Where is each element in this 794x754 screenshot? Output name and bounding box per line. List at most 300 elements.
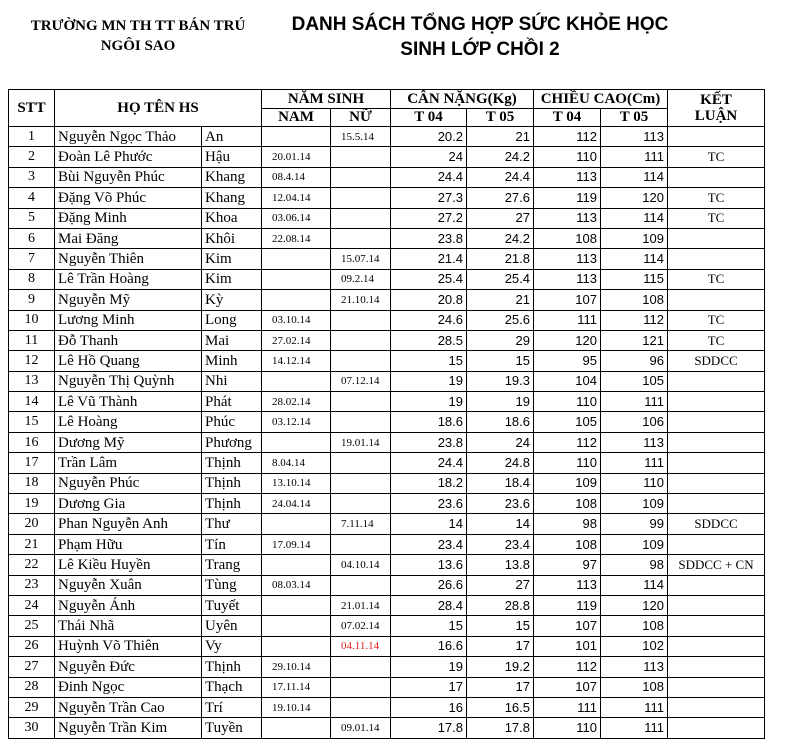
table-row [9, 371, 765, 391]
height-t05-cell: 113 [601, 127, 668, 147]
school-name-line1: TRƯỜNG MN TH TT BÁN TRÚ [30, 18, 246, 34]
table-row [9, 167, 765, 187]
first-name-cell: Kỳ [202, 290, 262, 310]
first-name-cell: Hậu [202, 147, 262, 167]
first-name-cell: Kim [202, 249, 262, 269]
table-row [9, 127, 765, 147]
last-name-cell: Đỗ Thanh [55, 330, 202, 350]
first-name-cell: Thịnh [202, 494, 262, 514]
stt-cell: 27 [9, 657, 55, 677]
table-row [9, 432, 765, 452]
conclusion-cell [668, 657, 765, 677]
female-birthdate-cell: 19.01.14 [331, 432, 391, 452]
weight-t04-cell: 14 [391, 514, 467, 534]
first-name-cell: Tùng [202, 575, 262, 595]
female-birthdate-cell: 09.01.14 [331, 718, 391, 738]
weight-t05-cell: 15 [467, 351, 534, 371]
table-row [9, 494, 765, 514]
weight-t04-cell: 24 [391, 147, 467, 167]
height-t04-cell: 119 [534, 188, 601, 208]
height-t04-cell: 113 [534, 269, 601, 289]
last-name-cell: Phan Nguyễn Anh [55, 514, 202, 534]
weight-t04-cell: 23.8 [391, 228, 467, 248]
female-birthdate-cell: 04.11.14 [331, 636, 391, 656]
first-name-cell: Trí [202, 697, 262, 717]
last-name-cell: Mai Đăng [55, 228, 202, 248]
conclusion-cell [668, 473, 765, 493]
last-name-cell: Bùi Nguyễn Phúc [55, 167, 202, 187]
height-t05-cell: 120 [601, 595, 668, 615]
height-t05-cell: 114 [601, 249, 668, 269]
female-birthdate-cell [331, 228, 391, 248]
last-name-cell: Nguyễn Phúc [55, 473, 202, 493]
male-birthdate-cell [262, 269, 331, 289]
male-birthdate-cell: 22.08.14 [262, 228, 331, 248]
weight-t05-cell: 27 [467, 208, 534, 228]
conclusion-cell [668, 494, 765, 514]
male-birthdate-cell [262, 290, 331, 310]
male-birthdate-cell: 8.04.14 [262, 453, 331, 473]
table-row [9, 330, 765, 350]
stt-cell: 10 [9, 310, 55, 330]
last-name-cell: Nguyễn Ánh [55, 595, 202, 615]
col-weight-t04: T 04 [391, 108, 467, 127]
table-row [9, 208, 765, 228]
male-birthdate-cell [262, 555, 331, 575]
col-weight: CÂN NẶNG(Kg) [391, 90, 534, 109]
male-birthdate-cell: 14.12.14 [262, 351, 331, 371]
conclusion-cell [668, 616, 765, 636]
weight-t05-cell: 17.8 [467, 718, 534, 738]
weight-t04-cell: 23.8 [391, 432, 467, 452]
table-row [9, 453, 765, 473]
weight-t05-cell: 29 [467, 330, 534, 350]
school-name [8, 16, 268, 56]
male-birthdate-cell: 17.09.14 [262, 534, 331, 554]
weight-t05-cell: 16.5 [467, 697, 534, 717]
height-t04-cell: 97 [534, 555, 601, 575]
conclusion-cell [668, 697, 765, 717]
female-birthdate-cell [331, 147, 391, 167]
male-birthdate-cell: 12.04.14 [262, 188, 331, 208]
col-name: HỌ TÊN HS [55, 90, 262, 127]
stt-cell: 15 [9, 412, 55, 432]
col-female: NỮ [331, 108, 391, 127]
weight-t05-cell: 24.2 [467, 228, 534, 248]
weight-t05-cell: 19.3 [467, 371, 534, 391]
last-name-cell: Nguyễn Thiên [55, 249, 202, 269]
height-t05-cell: 111 [601, 392, 668, 412]
conclusion-cell [668, 636, 765, 656]
weight-t04-cell: 17.8 [391, 718, 467, 738]
stt-cell: 4 [9, 188, 55, 208]
last-name-cell: Dương Mỹ [55, 432, 202, 452]
first-name-cell: Khôi [202, 228, 262, 248]
height-t04-cell: 107 [534, 677, 601, 697]
weight-t04-cell: 23.6 [391, 494, 467, 514]
weight-t04-cell: 13.6 [391, 555, 467, 575]
weight-t04-cell: 19 [391, 371, 467, 391]
table-row [9, 657, 765, 677]
height-t04-cell: 107 [534, 616, 601, 636]
female-birthdate-cell: 15.07.14 [331, 249, 391, 269]
weight-t05-cell: 13.8 [467, 555, 534, 575]
first-name-cell: Uyên [202, 616, 262, 636]
height-t05-cell: 109 [601, 228, 668, 248]
col-conclusion [668, 90, 765, 127]
female-birthdate-cell: 7.11.14 [331, 514, 391, 534]
last-name-cell: Lê Kiều Huyền [55, 555, 202, 575]
conclusion-cell [668, 718, 765, 738]
conclusion-cell [668, 127, 765, 147]
height-t04-cell: 109 [534, 473, 601, 493]
conclusion-cell: TC [668, 269, 765, 289]
stt-cell: 9 [9, 290, 55, 310]
table-row [9, 595, 765, 615]
height-t04-cell: 110 [534, 718, 601, 738]
conclusion-cell [668, 371, 765, 391]
stt-cell: 3 [9, 167, 55, 187]
conclusion-cell: TC [668, 330, 765, 350]
first-name-cell: Long [202, 310, 262, 330]
male-birthdate-cell [262, 718, 331, 738]
height-t04-cell: 95 [534, 351, 601, 371]
weight-t05-cell: 18.4 [467, 473, 534, 493]
table-row [9, 290, 765, 310]
male-birthdate-cell [262, 371, 331, 391]
conclusion-cell [668, 412, 765, 432]
weight-t05-cell: 15 [467, 616, 534, 636]
weight-t05-cell: 25.6 [467, 310, 534, 330]
weight-t04-cell: 27.3 [391, 188, 467, 208]
weight-t04-cell: 16.6 [391, 636, 467, 656]
stt-cell: 28 [9, 677, 55, 697]
stt-cell: 19 [9, 494, 55, 514]
weight-t05-cell: 17 [467, 636, 534, 656]
conclusion-cell: TC [668, 147, 765, 167]
male-birthdate-cell: 03.06.14 [262, 208, 331, 228]
male-birthdate-cell: 29.10.14 [262, 657, 331, 677]
weight-t05-cell: 27.6 [467, 188, 534, 208]
stt-cell: 17 [9, 453, 55, 473]
male-birthdate-cell [262, 616, 331, 636]
first-name-cell: Thư [202, 514, 262, 534]
conclusion-cell [668, 677, 765, 697]
conclusion-cell: SDDCC + CN [668, 555, 765, 575]
conclusion-cell: SDDCC [668, 514, 765, 534]
height-t04-cell: 110 [534, 453, 601, 473]
height-t04-cell: 112 [534, 432, 601, 452]
table-row [9, 249, 765, 269]
height-t05-cell: 112 [601, 310, 668, 330]
weight-t04-cell: 19 [391, 657, 467, 677]
weight-t05-cell: 17 [467, 677, 534, 697]
height-t05-cell: 115 [601, 269, 668, 289]
height-t05-cell: 109 [601, 534, 668, 554]
stt-cell: 12 [9, 351, 55, 371]
table-row [9, 351, 765, 371]
height-t05-cell: 108 [601, 290, 668, 310]
last-name-cell: Đinh Ngọc [55, 677, 202, 697]
stt-cell: 29 [9, 697, 55, 717]
stt-cell: 1 [9, 127, 55, 147]
male-birthdate-cell [262, 595, 331, 615]
weight-t04-cell: 19 [391, 392, 467, 412]
height-t05-cell: 113 [601, 657, 668, 677]
first-name-cell: Nhi [202, 371, 262, 391]
last-name-cell: Dương Gia [55, 494, 202, 514]
male-birthdate-cell: 28.02.14 [262, 392, 331, 412]
conclusion-cell [668, 392, 765, 412]
last-name-cell: Đặng Võ Phúc [55, 188, 202, 208]
height-t04-cell: 108 [534, 228, 601, 248]
height-t05-cell: 120 [601, 188, 668, 208]
last-name-cell: Lê Vũ Thành [55, 392, 202, 412]
height-t05-cell: 114 [601, 575, 668, 595]
height-t05-cell: 110 [601, 473, 668, 493]
conclusion-cell: TC [668, 310, 765, 330]
conclusion-cell [668, 575, 765, 595]
weight-t04-cell: 18.6 [391, 412, 467, 432]
table-row [9, 310, 765, 330]
table-row [9, 147, 765, 167]
weight-t05-cell: 21.8 [467, 249, 534, 269]
table-row [9, 636, 765, 656]
last-name-cell: Lê Hồ Quang [55, 351, 202, 371]
weight-t05-cell: 25.4 [467, 269, 534, 289]
female-birthdate-cell [331, 412, 391, 432]
first-name-cell: Tuyết [202, 595, 262, 615]
weight-t04-cell: 15 [391, 351, 467, 371]
first-name-cell: Trang [202, 555, 262, 575]
height-t05-cell: 96 [601, 351, 668, 371]
height-t05-cell: 106 [601, 412, 668, 432]
weight-t05-cell: 21 [467, 127, 534, 147]
table-row [9, 697, 765, 717]
weight-t04-cell: 28.4 [391, 595, 467, 615]
last-name-cell: Huỳnh Võ Thiên [55, 636, 202, 656]
female-birthdate-cell [331, 188, 391, 208]
stt-cell: 30 [9, 718, 55, 738]
stt-cell: 21 [9, 534, 55, 554]
weight-t04-cell: 17 [391, 677, 467, 697]
first-name-cell: Khang [202, 167, 262, 187]
height-t04-cell: 98 [534, 514, 601, 534]
first-name-cell: Tín [202, 534, 262, 554]
conclusion-cell [668, 432, 765, 452]
height-t04-cell: 108 [534, 494, 601, 514]
height-t05-cell: 111 [601, 453, 668, 473]
weight-t04-cell: 24.6 [391, 310, 467, 330]
female-birthdate-cell: 09.2.14 [331, 269, 391, 289]
female-birthdate-cell: 04.10.14 [331, 555, 391, 575]
male-birthdate-cell [262, 432, 331, 452]
col-stt: STT [9, 90, 55, 127]
last-name-cell: Nguyễn Thị Quỳnh [55, 371, 202, 391]
stt-cell: 26 [9, 636, 55, 656]
last-name-cell: Nguyễn Trần Kim [55, 718, 202, 738]
last-name-cell: Nguyễn Trần Cao [55, 697, 202, 717]
height-t05-cell: 111 [601, 147, 668, 167]
document-title [270, 12, 690, 62]
stt-cell: 14 [9, 392, 55, 412]
height-t05-cell: 105 [601, 371, 668, 391]
conclusion-cell [668, 249, 765, 269]
first-name-cell: Tuyền [202, 718, 262, 738]
female-birthdate-cell [331, 473, 391, 493]
first-name-cell: Minh [202, 351, 262, 371]
weight-t05-cell: 18.6 [467, 412, 534, 432]
stt-cell: 22 [9, 555, 55, 575]
height-t04-cell: 105 [534, 412, 601, 432]
stt-cell: 13 [9, 371, 55, 391]
col-birth-year: NĂM SINH [262, 90, 391, 109]
health-summary-table [8, 89, 765, 739]
stt-cell: 5 [9, 208, 55, 228]
stt-cell: 18 [9, 473, 55, 493]
weight-t04-cell: 27.2 [391, 208, 467, 228]
male-birthdate-cell: 03.10.14 [262, 310, 331, 330]
stt-cell: 2 [9, 147, 55, 167]
stt-cell: 6 [9, 228, 55, 248]
height-t05-cell: 99 [601, 514, 668, 534]
table-row [9, 534, 765, 554]
weight-t05-cell: 23.6 [467, 494, 534, 514]
male-birthdate-cell: 24.04.14 [262, 494, 331, 514]
stt-cell: 24 [9, 595, 55, 615]
female-birthdate-cell [331, 657, 391, 677]
female-birthdate-cell: 07.12.14 [331, 371, 391, 391]
weight-t05-cell: 24 [467, 432, 534, 452]
first-name-cell: Phương [202, 432, 262, 452]
height-t04-cell: 108 [534, 534, 601, 554]
height-t04-cell: 119 [534, 595, 601, 615]
first-name-cell: An [202, 127, 262, 147]
female-birthdate-cell: 07.02.14 [331, 616, 391, 636]
height-t05-cell: 108 [601, 616, 668, 636]
weight-t04-cell: 25.4 [391, 269, 467, 289]
female-birthdate-cell [331, 575, 391, 595]
female-birthdate-cell [331, 453, 391, 473]
height-t04-cell: 112 [534, 127, 601, 147]
weight-t05-cell: 24.4 [467, 167, 534, 187]
document-title-line1: DANH SÁCH TỔNG HỢP SỨC KHỎE HỌC [291, 14, 669, 35]
male-birthdate-cell: 03.12.14 [262, 412, 331, 432]
last-name-cell: Lương Minh [55, 310, 202, 330]
height-t04-cell: 113 [534, 249, 601, 269]
stt-cell: 20 [9, 514, 55, 534]
height-t05-cell: 113 [601, 432, 668, 452]
last-name-cell: Thái Nhã [55, 616, 202, 636]
height-t04-cell: 110 [534, 147, 601, 167]
last-name-cell: Nguyễn Mỹ [55, 290, 202, 310]
weight-t05-cell: 21 [467, 290, 534, 310]
conclusion-cell [668, 453, 765, 473]
height-t04-cell: 110 [534, 392, 601, 412]
female-birthdate-cell [331, 697, 391, 717]
last-name-cell: Phạm Hữu [55, 534, 202, 554]
stt-cell: 25 [9, 616, 55, 636]
table-row [9, 677, 765, 697]
weight-t04-cell: 23.4 [391, 534, 467, 554]
first-name-cell: Kim [202, 269, 262, 289]
male-birthdate-cell: 19.10.14 [262, 697, 331, 717]
first-name-cell: Khoa [202, 208, 262, 228]
col-male: NAM [262, 108, 331, 127]
height-t04-cell: 112 [534, 657, 601, 677]
weight-t05-cell: 19 [467, 392, 534, 412]
weight-t04-cell: 28.5 [391, 330, 467, 350]
conclusion-cell: SDDCC [668, 351, 765, 371]
male-birthdate-cell [262, 514, 331, 534]
female-birthdate-cell [331, 330, 391, 350]
last-name-cell: Lê Trần Hoàng [55, 269, 202, 289]
weight-t05-cell: 14 [467, 514, 534, 534]
height-t05-cell: 114 [601, 208, 668, 228]
weight-t05-cell: 23.4 [467, 534, 534, 554]
weight-t04-cell: 20.8 [391, 290, 467, 310]
table-row [9, 392, 765, 412]
height-t05-cell: 114 [601, 167, 668, 187]
first-name-cell: Phát [202, 392, 262, 412]
female-birthdate-cell [331, 310, 391, 330]
male-birthdate-cell: 08.03.14 [262, 575, 331, 595]
height-t05-cell: 98 [601, 555, 668, 575]
first-name-cell: Thạch [202, 677, 262, 697]
female-birthdate-cell: 21.10.14 [331, 290, 391, 310]
header-row-1 [9, 90, 765, 109]
table-row [9, 188, 765, 208]
stt-cell: 16 [9, 432, 55, 452]
female-birthdate-cell [331, 392, 391, 412]
first-name-cell: Phúc [202, 412, 262, 432]
height-t04-cell: 107 [534, 290, 601, 310]
col-height-t04: T 04 [534, 108, 601, 127]
female-birthdate-cell [331, 351, 391, 371]
height-t04-cell: 111 [534, 697, 601, 717]
first-name-cell: Khang [202, 188, 262, 208]
height-t04-cell: 113 [534, 167, 601, 187]
conclusion-cell [668, 167, 765, 187]
weight-t04-cell: 18.2 [391, 473, 467, 493]
male-birthdate-cell: 17.11.14 [262, 677, 331, 697]
height-t05-cell: 102 [601, 636, 668, 656]
female-birthdate-cell: 21.01.14 [331, 595, 391, 615]
col-height: CHIỀU CAO(Cm) [534, 90, 668, 109]
table-row [9, 473, 765, 493]
table-row [9, 269, 765, 289]
height-t04-cell: 111 [534, 310, 601, 330]
weight-t04-cell: 26.6 [391, 575, 467, 595]
school-name-line2: NGÔI SAO [100, 38, 176, 54]
table-row [9, 616, 765, 636]
male-birthdate-cell [262, 636, 331, 656]
document-title-line2: SINH LỚP CHỒI 2 [400, 39, 560, 60]
first-name-cell: Thịnh [202, 473, 262, 493]
last-name-cell: Đoàn Lê Phước [55, 147, 202, 167]
weight-t04-cell: 21.4 [391, 249, 467, 269]
col-weight-t05: T 05 [467, 108, 534, 127]
female-birthdate-cell [331, 494, 391, 514]
height-t04-cell: 101 [534, 636, 601, 656]
stt-cell: 7 [9, 249, 55, 269]
weight-t05-cell: 19.2 [467, 657, 534, 677]
male-birthdate-cell [262, 249, 331, 269]
conclusion-cell [668, 534, 765, 554]
col-conclusion-line1: KẾT [700, 92, 732, 108]
weight-t05-cell: 24.8 [467, 453, 534, 473]
table-row [9, 412, 765, 432]
